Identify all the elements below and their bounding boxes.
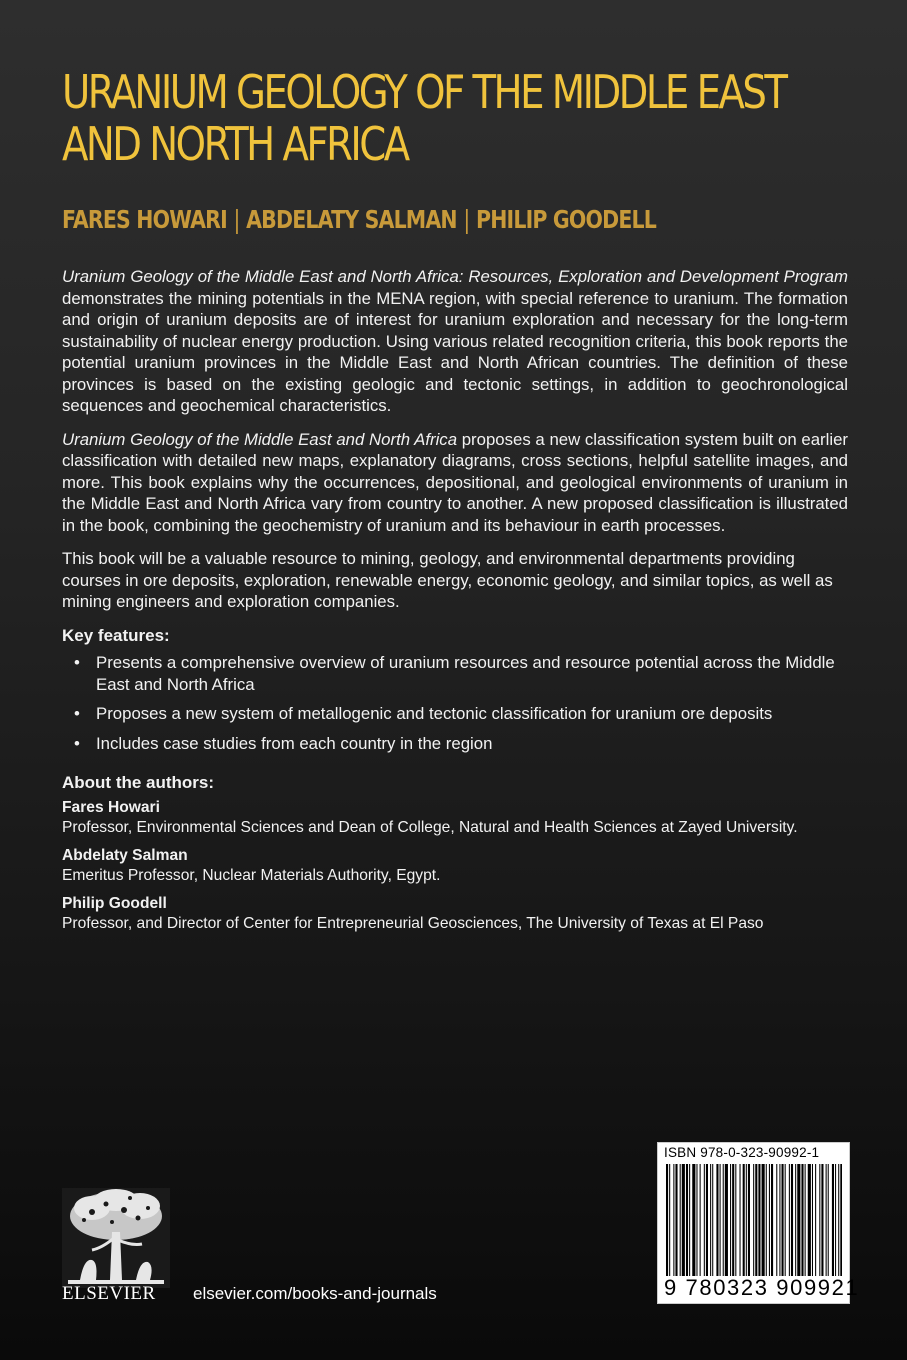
- bullet-icon: •: [74, 653, 80, 672]
- author-name: Philip Goodell: [62, 894, 167, 912]
- publisher-url: elsevier.com/books-and-journals: [193, 1284, 437, 1303]
- cover-author-3: PHILIP GOODELL: [475, 205, 657, 234]
- barcode-bar: [748, 1164, 750, 1276]
- author-separator: |: [463, 205, 470, 234]
- barcode-bar: [801, 1164, 803, 1276]
- barcode-bar: [712, 1164, 713, 1276]
- cover-author-2: ABDELATY SALMAN: [246, 205, 457, 234]
- isbn-label: ISBN 978-0-323-90992-1: [664, 1145, 820, 1160]
- barcode-bar: [828, 1164, 829, 1276]
- barcode-bar: [838, 1164, 839, 1276]
- feature-text: Includes case studies from each country in the region: [96, 733, 493, 753]
- barcode-bar: [725, 1164, 728, 1276]
- barcode-bar: [716, 1164, 718, 1276]
- barcode-bar: [771, 1164, 773, 1276]
- author-bio: Professor, and Director of Center for Entrepreneurial Geosciences, The University of Texas at El Paso: [62, 914, 764, 932]
- barcode-bar: [791, 1164, 793, 1276]
- barcode-bar: [669, 1164, 670, 1276]
- barcode-bar: [673, 1164, 674, 1276]
- barcode-bar: [815, 1164, 816, 1276]
- barcode-bar: [758, 1164, 760, 1276]
- barcode-bar: [821, 1164, 823, 1276]
- barcode-bar: [789, 1164, 790, 1276]
- barcode-bar: [779, 1164, 780, 1276]
- barcode-bar: [689, 1164, 690, 1276]
- description-2-title: Uranium Geology of the Middle East and North Africa: [62, 429, 458, 449]
- author-bio: Professor, Environmental Sciences and Dean of College, Natural and Health Sciences at Zayed University.: [62, 818, 798, 836]
- description-1-text: demonstrates the mining potentials in the MENA region, with special reference to uranium. The formation and origin of uranium deposits are of interest for uranium exploration and necessary for the long-term sustainability of nuclear energy production. Using various related recognition criteria, this book reports the potential uranium provinces in the Middle East and North African countries. The definition of these provinces is based on the existing geologic and tectonic settings, in addition to geochronological sequences and geochemical characteristics.: [62, 288, 848, 415]
- author-entry: [62, 798, 848, 838]
- book-title: [62, 65, 786, 171]
- author-name: Abdelaty Salman: [62, 846, 188, 864]
- isbn-barcode: [657, 1142, 860, 1304]
- barcode-bar: [819, 1164, 820, 1276]
- author-bio: Emeritus Professor, Nuclear Materials Authority, Egypt.: [62, 866, 441, 884]
- list-item: [62, 703, 848, 725]
- barcode-bars-icon: [666, 1164, 842, 1276]
- barcode-bar: [840, 1164, 842, 1276]
- description-paragraph-1: [62, 266, 848, 417]
- barcode-bar: [812, 1164, 813, 1276]
- author-entry: [62, 894, 848, 934]
- book-title-line-2: AND NORTH AFRICA: [62, 117, 408, 171]
- barcode-bar: [776, 1164, 777, 1276]
- barcode-bar: [723, 1164, 724, 1276]
- barcode-bar: [730, 1164, 731, 1276]
- back-cover-text: [62, 266, 848, 942]
- barcode-bar: [746, 1164, 747, 1276]
- barcode-bar: [696, 1164, 697, 1276]
- barcode-bar: [692, 1164, 695, 1276]
- feature-text: Proposes a new system of metallogenic and tectonic classification for uranium ore deposits: [96, 704, 773, 723]
- book-title-line-1: URANIUM GEOLOGY OF THE MIDDLE EAST: [62, 65, 786, 119]
- barcode-bar: [797, 1164, 800, 1276]
- barcode-bar: [766, 1164, 767, 1276]
- barcode-bar: [704, 1164, 705, 1276]
- barcode-bar: [740, 1164, 741, 1276]
- barcode-bar: [675, 1164, 677, 1276]
- bullet-icon: •: [74, 733, 80, 753]
- barcode-bar: [826, 1164, 827, 1276]
- description-paragraph-2: [62, 429, 848, 537]
- barcode-bar: [743, 1164, 745, 1276]
- list-item: [62, 652, 848, 695]
- description-1-title: Uranium Geology of the Middle East and North Africa: Resources, Exploration and Development Program: [62, 267, 848, 286]
- description-2-text: proposes a new classification system built on earlier classification with detailed new maps, explanatory diagrams, cross sections, helpful satellite images, and more. This book explains why the occurrences, depositional, and geological environments of uranium in the Middle East and North Africa vary from country to another. A new proposed classification is illustrated in the book, combining the geochemistry of uranium and its behaviour in earth processes.: [62, 429, 849, 535]
- barcode-bar: [710, 1164, 711, 1276]
- barcode-bar: [805, 1164, 806, 1276]
- barcode-bar: [735, 1164, 736, 1276]
- barcode-bar: [720, 1164, 721, 1276]
- barcode-bar: [700, 1164, 701, 1276]
- isbn-digits: 9 780323 909921: [664, 1275, 860, 1300]
- barcode-bar: [808, 1164, 811, 1276]
- feature-text: Presents a comprehensive overview of uranium resources and resource potential across the Middle East and North Africa: [96, 653, 835, 694]
- barcode-bar: [682, 1164, 685, 1276]
- barcode-bar: [686, 1164, 688, 1276]
- barcode-bar: [762, 1164, 765, 1276]
- key-features-list: [62, 652, 848, 754]
- barcode-bar: [732, 1164, 734, 1276]
- author-name: Fares Howari: [62, 798, 160, 816]
- barcode-bar: [680, 1164, 681, 1276]
- barcode-bar: [755, 1164, 757, 1276]
- about-authors-heading: About the authors:: [62, 773, 215, 792]
- barcode-bar: [782, 1164, 784, 1276]
- barcode-bar: [832, 1164, 834, 1276]
- barcode-bar: [666, 1164, 668, 1276]
- barcode-bar: [753, 1164, 754, 1276]
- author-entry: [62, 846, 848, 886]
- description-paragraph-3: This book will be a valuable resource to mining, geology, and environmental departments providing courses in ore deposits, exploration, renewable energy, economic geology, and similar topics, as well as mining engineers and exploration companies.: [62, 549, 833, 611]
- cover-author-1: FARES HOWARI: [62, 205, 227, 234]
- barcode-bar: [706, 1164, 708, 1276]
- bullet-icon: •: [74, 704, 80, 723]
- cover-authors: [62, 202, 656, 238]
- barcode-bar: [835, 1164, 836, 1276]
- elsevier-tree-logo-icon: [62, 1188, 170, 1288]
- list-item: [62, 733, 848, 755]
- barcode-bar: [769, 1164, 770, 1276]
- barcode-bar: [785, 1164, 786, 1276]
- author-separator: |: [233, 205, 240, 234]
- key-features-heading: Key features:: [62, 625, 170, 645]
- publisher-logo-wordmark: ELSEVIER: [62, 1283, 156, 1304]
- barcode-bar: [795, 1164, 796, 1276]
